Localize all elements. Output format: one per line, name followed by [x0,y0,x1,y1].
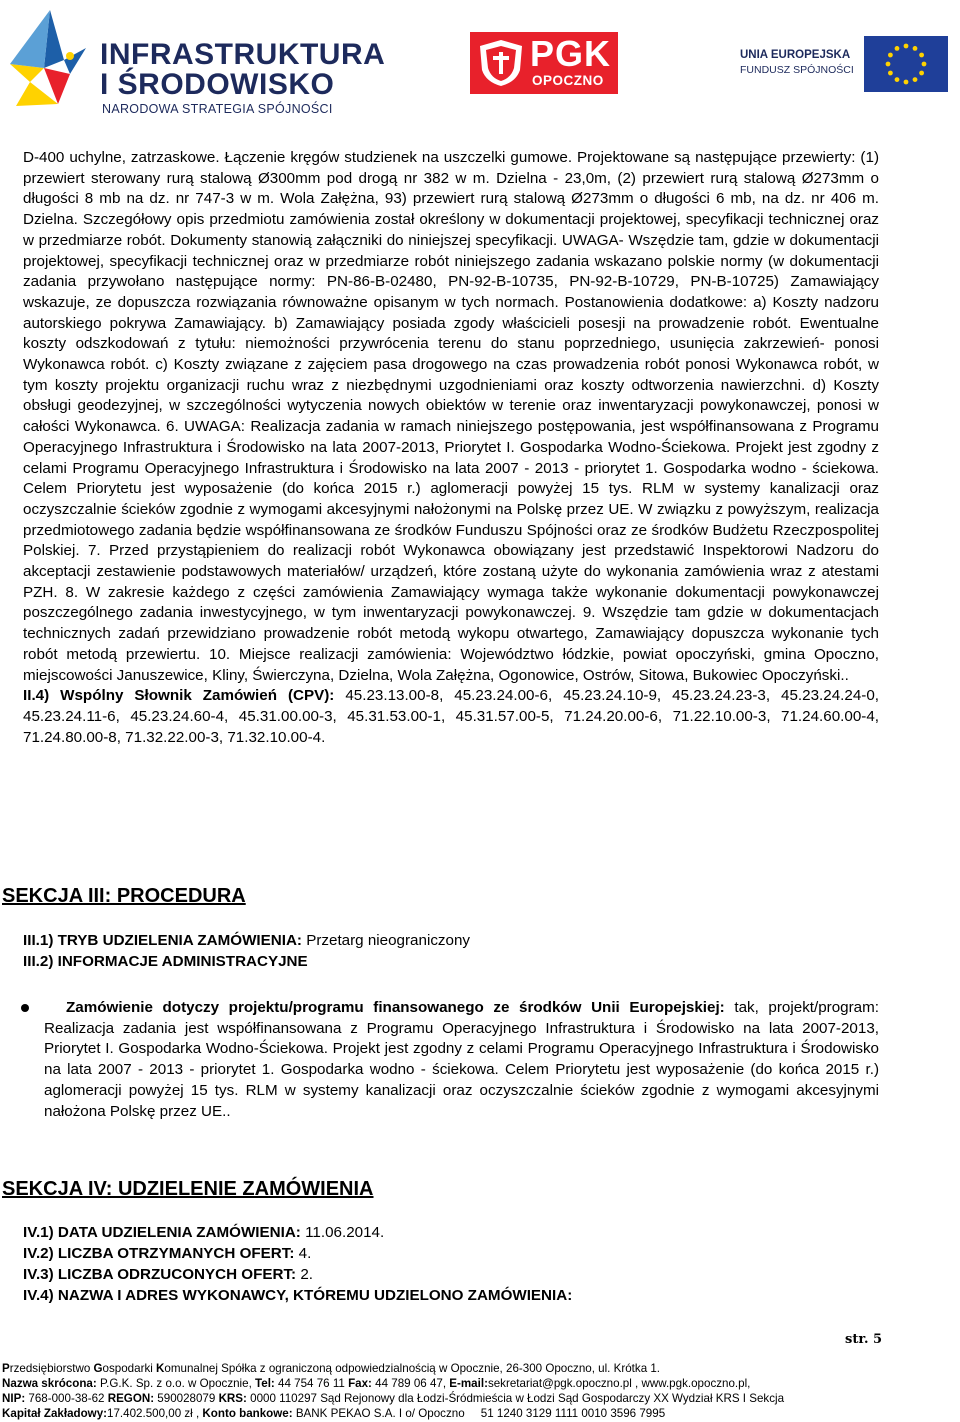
footer-letter-g: G [93,1362,103,1375]
section-3-item-1 [23,931,470,952]
logo-ue-line2: FUNDUSZ SPÓJNOŚCI [740,64,854,76]
section-3-item-2 [23,952,308,973]
section-4-item-3-value: 2. [296,1266,313,1283]
footer-line-3 [2,1391,958,1406]
logo-ue-line1: UNIA EUROPEJSKA [740,49,851,61]
logo-is-line3: NARODOWA STRATEGIA SPÓJNOŚCI [102,102,333,116]
footer-letter-p: P [2,1362,10,1375]
footer-letter-k: K [156,1362,165,1375]
footer-tel: 44 754 76 11 [274,1377,349,1390]
logo-is-line2: I ŚRODOWISKO [100,68,335,101]
cpv-paragraph [23,686,879,748]
footer-nip: 768-000-38-62 [25,1392,108,1405]
section-4-item-1-value: 11.06.2014. [300,1224,385,1241]
footer-line-4 [2,1406,958,1421]
footer-regon: 590028079 [154,1392,219,1405]
footer-line-1 [2,1361,958,1376]
section-4-item-3-label: IV.3) LICZBA ODRZUCONYCH OFERT: [23,1266,297,1283]
logo-pgk-line2: OPOCZNO [532,73,604,88]
footer-line-2 [2,1376,958,1391]
footer-text: rzedsiębiorstwo [9,1362,94,1375]
cpv-value: 45.23.13.00-8, 45.23.24.00-6, 45.23.24.10-9, 45.23.24.23-3, 45.23.24.24-0, 45.23.24.11-6, 45.23.24.60-4, 45.31.00.00-3, 45.31.53.00-1, 45.31.57.00-5, 71.24.20.00-6, 71.22.10.00-3, 71.24.60.00-4, 71.24.80.00-8, 71.32.22.00-3, 71.32.10.00-4. [23,687,879,746]
bullet-icon [21,1004,29,1012]
shield-icon [476,38,526,88]
footer-nip-label: NIP: [2,1392,26,1405]
footer-fax-label: Fax: [348,1377,372,1390]
footer-capital-label: Kapitał Zakładowy: [2,1407,108,1420]
unia-europejska-logo [738,36,950,92]
cpv-label: II.4) Wspólny Słownik Zamówień (CPV): [23,687,335,705]
infrastruktura-srodowisko-logo [8,8,386,116]
main-body-text [23,148,879,748]
footer-email[interactable]: sekretariat@pgk.opoczno.pl , www.pgk.opoczno.pl, [487,1377,751,1390]
section-4-item-4-label: IV.4) NAZWA I ADRES WYKONAWCY, KTÓREMU UDZIELONO ZAMÓWIENIA: [23,1287,573,1304]
description-paragraph: D-400 uchylne, zatrzaskowe. Łączenie kręgów studzienek na uszczelki gumowe. Projektowane są następujące przewierty: (1) przewiert sterowany rurą stalową Ø300mm pod drogą nr 382 w m. Dzielna - 23,0m, (2) przewiert rurą stalową Ø273mm o długości 8 mb na dz. nr 747-3 w m. Wola Załężna, 93) przewiert rurą stalową Ø273mm o długości 6 mb, na dz. nr 406 m. Dzielna. Szczegółowy opis przedmiotu zamówienia został określony w dokumentacji projektowej, specyfikacji technicznej oraz w przedmiarze robót. Dokumenty stanowią załączniki do niniejszej specyfikacji. UWAGA- Wszędzie tam, gdzie w dokumentacji projektowej, specyfikacji technicznej oraz w przedmiarze robót niniejszego zadania wskazano polskie normy (w dokumentacji zadania przywołano następujące normy: PN-86-B-02480, PN-92-B-10735, PN-92-B-10729, PN-B-10725) Zamawiający wskazuje, ze dopuszcza rozwiązania równoważne opisanym w tych normach. Postanowienia dodatkowe: a) Koszty nadzoru autorskiego pokrywa Zamawiający. b) Zamawiający posiada zgody właścicieli posesji na prowadzenie robót. Ewentualne koszty odszkodowań z tytułu: niemożności przywrócenia terenu do stanu poprzedniego, usunięcia zakrzewień- ponosi Wykonawca robót. c) Koszty związane z zajęciem pasa drogowego na czas prowadzenia robót ponosi Wykonawca robót, w tym koszty projektu organizacji ruchu wraz z niezbędnymi uzgodnieniami oraz koszty odtworzenia nawierzchni. d) Koszty obsługi geodezyjnej, w szczególności wytyczenia nowych obiektów w terenie oraz inwentaryzacji powykonawczej, ponosi w całości Wykonawca. 6. UWAGA: Realizacja zadania w ramach niniejszego postępowania, jest współfinansowana z Programu Operacyjnego Infrastruktura i Środowisko na lata 2007-2013, Priorytet I. Gospodarka Wodno-Ściekowa. Projekt jest zgodny z celami Programu Operacyjnego Infrastruktura i Środowisko na lata 2007 - 2013 - priorytet 1. Gospodarka wodno - ściekowa. Celem Priorytetu jest wyposażenie (do końca 2015 r.) aglomeracji powyżej 15 tys. RLM w systemy kanalizacji oraz oczyszczalnie ścieków zgodnie z wymogami akcesyjnymi nałożonymi na Polskę przez UE. W związku z powyższym, realizacja przedmiotowego zadania będzie współfinansowana ze środków Funduszu Spójności oraz ze środków Budżetu Rzeczpospolitej Polskiej. 7. Przed przystąpieniem do realizacji robót Wykonawca obowiązany jest przedstawić Inspektorowi Nadzoru do akceptacji zestawienie podstawowych materiałów/ urządzeń, które zostaną użyte do wykonania zamówienia wraz z atestami PZH. 8. W zakresie każdego z części zamówienia Zamawiający wymaga także wykonanie dokumentacji powykonawczej poszczególnego zadania inwestycyjnego, w tym inwentaryzacji powykonawczej. 9. Wszędzie tam gdzie w dokumentacjach technicznych zadań przewidziano prowadzenie robót metodą wykopu otwartego, Zamawiający dopuszcza wykonanie tych robót metodą przewiertu. 10. Miejsce realizacji zamówienia: Województwo łódzkie, powiat opoczyński, gmina Opoczno, miejscowości Januszewice, Kliny, Świerczyna, Dzielna, Wola Załężna, Ogonowice, Ostrów, Sitowa, Bukowiec Opoczyński.. [23,149,879,684]
footer-krs: 0000 110297 Sąd Rejonowy dla Łodzi-Śródmieścia w Łodzi Sąd Gospodarczy XX Wydział KRS I Sekcja [246,1392,785,1405]
section-3-item-1-value: Przetarg nieograniczony [302,932,470,949]
section-4-item-3 [23,1265,313,1286]
footer-krs-label: KRS: [218,1392,247,1405]
section-4-item-4 [23,1286,572,1307]
footer-short-name: P.G.K. Sp. z o.o. w Opocznie, [96,1377,256,1390]
footer-text: omunalnej Spółka z ograniczoną odpowiedzialnością w Opocznie, 26-300 Opoczno, ul. Krótka 1. [164,1362,661,1375]
star-icon [8,8,88,108]
section-4-item-2 [23,1244,311,1265]
footer-bank: BANK PEKAO S.A. I o/ Opoczno 51 1240 3129 1111 0010 3596 7995 [292,1407,666,1420]
eu-flag-icon [864,36,948,92]
section-4-item-1-label: IV.1) DATA UDZIELENIA ZAMÓWIENIA: [23,1224,301,1241]
footer-fax: 44 789 06 47, [371,1377,450,1390]
footer-email-label: E-mail: [449,1377,488,1390]
section-4-item-2-value: 4. [294,1245,312,1262]
footer-tel-label: Tel: [255,1377,275,1390]
pgk-opoczno-logo [470,32,618,94]
footer-short-name-label: Nazwa skrócona: [2,1377,97,1390]
section-3-heading: SEKCJA III: PROCEDURA [2,885,246,907]
page-number: str. 5 [845,1332,883,1347]
eu-funding-label: Zamówienie dotyczy projektu/programu finansowanego ze środków Unii Europejskiej: [66,999,725,1016]
section-4-heading: SEKCJA IV: UDZIELENIE ZAMÓWIENIA [2,1178,374,1200]
page-header [0,0,960,116]
footer-text: ospodarki [102,1362,157,1375]
section-4-item-2-label: IV.2) LICZBA OTRZYMANYCH OFERT: [23,1245,295,1262]
footer-capital: 17.402.500,00 zł , [107,1407,203,1420]
section-4-item-1 [23,1223,384,1244]
logo-is-line1: INFRASTRUKTURA [100,38,386,71]
logo-pgk-line1: PGK [530,33,612,74]
section-3-item-1-label: III.1) TRYB UDZIELENIA ZAMÓWIENIA: [23,932,302,949]
section-3-item-2-label: III.2) INFORMACJE ADMINISTRACYJNE [23,953,308,970]
page-footer [2,1361,958,1421]
eu-funding-bullet [44,998,879,1122]
footer-regon-label: REGON: [107,1392,155,1405]
footer-bank-label: Konto bankowe: [202,1407,293,1420]
eu-funding-value: tak, projekt/program: Realizacja zadania jest współfinansowana z Programu Operacyjnego Infrastruktura i Środowisko na lata 2007-2013, Priorytet I. Gospodarka Wodno-Ściekowa. Projekt jest zgodny z celami Programu Operacyjnego Infrastruktura i Środowisko na lata 2007 - 2013 - priorytet 1. Gospodarka wodno - ściekowa. Celem Priorytetu jest wyposażenie (do końca 2015 r.) aglomeracji powyżej 15 tys. RLM w systemy kanalizacji oraz oczyszczalnie ścieków zgodnie z wymogami akcesyjnymi nałożona Polskę przez UE.. [44,999,879,1120]
